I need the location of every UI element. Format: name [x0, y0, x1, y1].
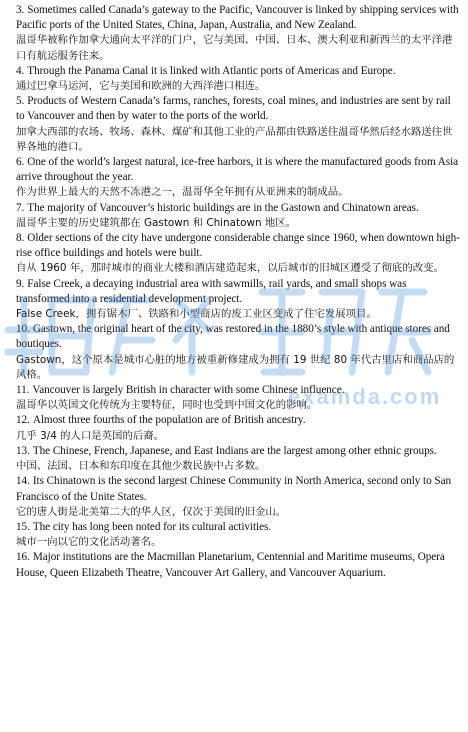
item-number: 14. [16, 475, 30, 488]
list-item [16, 201, 460, 231]
chinese-translation: Gastown，这个原本是城市心脏的地方被重新修建成为拥有 19 世纪 80 年代古里店和商品店的风格。 [16, 353, 455, 381]
chinese-translation: 加拿大西部的农场、牧场、森林、煤矿和其他工业的产品都由铁路送往温哥华然后经水路送往世界各地的港口。 [16, 125, 453, 153]
english-text: The Chinese, French, Japanese, and East Indians are the largest among other ethnic groups. [32, 444, 437, 457]
item-number: 6. [16, 156, 25, 169]
item-number: 7. [16, 201, 25, 214]
chinese-translation: 温哥华被称作加拿大通向太平洋的门户，它与美国、中国、日本、澳大利亚和新西兰的太平洋港口有航运服务往来。 [16, 34, 453, 62]
english-sentence [16, 520, 460, 535]
english-text: Vancouver is largely British in character with some Chinese influence. [32, 384, 345, 397]
english-sentence [16, 444, 460, 459]
english-text: Gastown, the original heart of the city, was restored in the 1880’s style with antique stores and boutiques. [16, 323, 450, 351]
english-sentence [16, 322, 460, 352]
list-item [16, 3, 460, 64]
list-item [16, 413, 460, 443]
english-sentence [16, 64, 460, 79]
chinese-translation: 中国、法国、日本和东印度在其他少数民族中占多数。 [16, 460, 266, 473]
english-sentence [16, 94, 460, 124]
english-text: Sometimes called Canada’s gateway to the Pacific, Vancouver is linked by shipping services with Pacific ports of the United States, China, Japan, Australia, and New Zealand. [16, 4, 459, 32]
watermark-site: examda.com [288, 384, 442, 409]
english-text: False Creek, a decaying industrial area with sawmills, rail yards, and small shops was transformed into a residential development project. [16, 277, 407, 305]
list-item [16, 231, 460, 277]
english-sentence [16, 201, 460, 216]
english-text: Through the Panama Canal it is linked with Atlantic ports of Americas and Europe. [27, 64, 396, 77]
english-sentence [16, 155, 460, 185]
item-number: 4. [16, 64, 25, 77]
list-item [16, 94, 460, 155]
english-text: Products of Western Canada’s farms, ranches, forests, coal mines, and industries are sent by rail to Vancouver and then by water to the ports of the world. [16, 95, 451, 123]
list-item [16, 444, 460, 474]
chinese-translation: 通过巴拿马运河，它与美国和欧洲的大西洋港口相连。 [16, 80, 266, 93]
list-item [16, 520, 460, 550]
english-text: Its Chinatown is the second largest Chinese Community in North America, second only to San Francisco of the Unite States. [16, 475, 452, 503]
list-item [16, 474, 460, 520]
item-number: 10. [16, 323, 30, 336]
item-number: 12. [16, 414, 30, 427]
english-sentence [16, 413, 460, 428]
chinese-translation: 温哥华主要的历史建筑都在 Gastown 和 Chinatown 地区。 [16, 216, 297, 229]
list-item [16, 155, 460, 201]
english-sentence [16, 550, 460, 580]
item-number: 11. [16, 384, 30, 397]
english-sentence [16, 277, 460, 307]
chinese-translation: 作为世界上最大的天然不冻港之一，温哥华全年拥有从亚洲来的制成品。 [16, 186, 349, 199]
english-text: Almost three fourths of the population are of British ancestry. [32, 414, 306, 427]
english-sentence [16, 383, 460, 398]
list-item [16, 322, 460, 383]
list-item [16, 64, 460, 94]
list-item [16, 383, 460, 413]
english-sentence [16, 3, 460, 33]
item-number: 16. [16, 551, 30, 564]
item-number: 15. [16, 520, 30, 533]
chinese-translation: 自从 1960 年，那时城市的商业大楼和酒店建造起来，以后城市的旧城区遵受了彻底的改变。 [16, 262, 444, 275]
item-number: 9. [16, 277, 25, 290]
english-sentence [16, 231, 460, 261]
english-text: Major institutions are the Macmillan Planetarium, Centennial and Maritime museums, Opera House, Queen Elizabeth Theatre, Vancouver Art Gallery, and Vancouver Aquarium. [16, 551, 445, 579]
chinese-translation: 它的唐人街是北美第二大的华人区，仅次于美国的旧金山。 [16, 505, 287, 518]
english-text: The city has long been noted for its cultural activities. [32, 520, 272, 533]
chinese-translation: 城市一向以它的文化活动著名。 [16, 536, 162, 549]
list-item [16, 277, 460, 323]
item-number: 8. [16, 232, 25, 245]
chinese-translation: 几乎 3/4 的人口是英国的后裔。 [16, 429, 165, 442]
document-body [16, 3, 460, 581]
english-text: The majority of Vancouver’s historic buildings are in the Gastown and Chinatown areas. [27, 201, 419, 214]
item-number: 5. [16, 95, 25, 108]
english-text: One of the world’s largest natural, ice-free harbors, it is where the manufactured goods from Asia arrive throughout the year. [16, 156, 459, 184]
chinese-translation: 温哥华以英国文化传统为主要特征，同时也受到中国文化的影响。 [16, 399, 318, 412]
item-number: 13. [16, 444, 30, 457]
list-item [16, 550, 460, 580]
item-number: 3. [16, 4, 25, 16]
english-text: Older sections of the city have undergone considerable change since 1960, when downtown high-rise office buildings and hotels were built. [16, 232, 460, 260]
english-sentence [16, 474, 460, 504]
chinese-translation: False Creek，拥有锯木厂、铁路和小型商店的废工业区变成了住宅发展项目。 [16, 308, 377, 321]
